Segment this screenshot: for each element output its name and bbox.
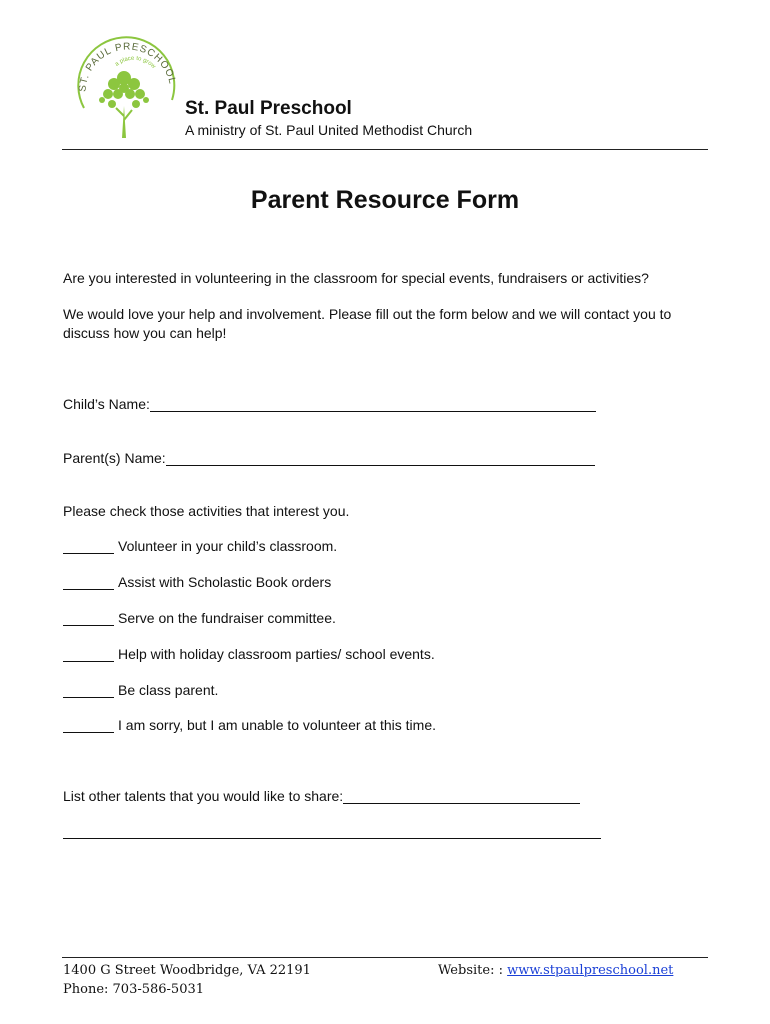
footer-website	[438, 961, 673, 980]
organization-subtitle: A ministry of St. Paul United Methodist Church	[185, 122, 473, 138]
header-divider	[62, 149, 708, 150]
activity-check-blank[interactable]	[63, 683, 114, 698]
activity-item	[63, 646, 435, 662]
activity-check-blank[interactable]	[63, 611, 114, 626]
parent-name-label: Parent(s) Name:	[63, 450, 166, 466]
activity-label: Assist with Scholastic Book orders	[118, 574, 332, 590]
activity-label: Serve on the fundraiser committee.	[118, 610, 336, 626]
activity-label: Volunteer in your child’s classroom.	[118, 538, 338, 554]
activity-check-blank[interactable]	[63, 539, 114, 554]
form-title: Parent Resource Form	[250, 186, 520, 214]
footer-address: 1400 G Street Woodbridge, VA 22191	[63, 963, 311, 978]
preschool-logo	[72, 28, 182, 143]
talents-label: List other talents that you would like to share:	[63, 788, 344, 804]
svg-text:ST. PAUL PRESCHOOL: ST. PAUL PRESCHOOL	[77, 41, 178, 93]
footer-phone: Phone: 703-586-5031	[63, 982, 205, 997]
talents-line[interactable]	[343, 789, 580, 804]
check-instructions: Please check those activities that interest you.	[63, 503, 350, 519]
activity-item	[63, 717, 436, 733]
parent-name-line[interactable]	[166, 451, 595, 466]
parent-name-field	[63, 450, 595, 466]
activity-label: Help with holiday classroom parties/ school events.	[118, 646, 435, 662]
organization-name: St. Paul Preschool	[185, 98, 352, 119]
activity-check-blank[interactable]	[63, 718, 114, 733]
intro-text: We would love your help and involvement. Please fill out the form below and we will contact you to discuss how you can help!	[63, 306, 672, 341]
activity-item	[63, 538, 337, 554]
activity-label: I am sorry, but I am unable to volunteer at this time.	[118, 717, 436, 733]
website-label: Website: :	[438, 963, 503, 978]
activity-item	[63, 610, 336, 626]
intro-question: Are you interested in volunteering in the classroom for special events, fundraisers or activities?	[63, 270, 649, 286]
child-name-field	[63, 396, 596, 412]
activity-label: Be class parent.	[118, 682, 219, 698]
activity-check-blank[interactable]	[63, 647, 114, 662]
svg-text:a place to grow: a place to grow	[114, 55, 157, 70]
footer-divider	[62, 957, 708, 958]
child-name-line[interactable]	[150, 397, 596, 412]
talents-field	[63, 788, 580, 804]
activity-item	[63, 574, 331, 590]
website-link[interactable]: www.stpaulpreschool.net	[507, 963, 674, 978]
activity-item	[63, 682, 218, 698]
activity-check-blank[interactable]	[63, 575, 114, 590]
child-name-label: Child’s Name:	[63, 396, 150, 412]
talents-line-continued[interactable]	[63, 838, 601, 839]
footer-contact	[63, 961, 311, 999]
